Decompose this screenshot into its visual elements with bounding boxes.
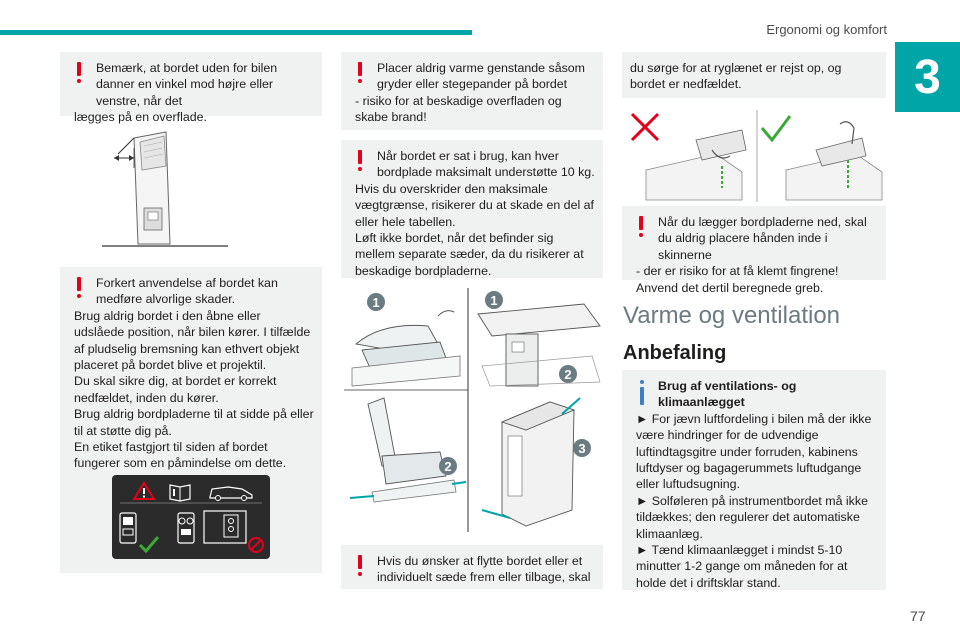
svg-text:1: 1 — [490, 293, 498, 308]
step-badge — [367, 293, 385, 311]
step-badge — [573, 439, 591, 457]
page-number: 77 — [910, 608, 926, 624]
page-header-title: Ergonomi og komfort — [766, 22, 887, 37]
warning-note-table-angle: Bemærk, at bordet uden for bilen danner en vinkel mod højre eller venstre, når det lægges på en overflade. — [60, 52, 322, 116]
warning-icon — [75, 62, 83, 84]
table-angle-illustration — [100, 126, 230, 250]
warning-note-improper-use: Forkert anvendelse af bordet kan medføre alvorlige skader. Brug aldrig bordet i den åbne eller udslåede position, når bilen kører. I tilfælde af pludselig bremsning kan ethvert objekt placeret på bordet blive et projektil. Du skal sikre dig, at bordet er korrekt nedfældet, inden du kører. Brug aldrig bordpladerne til at sidde på eller til at støtte dig på. En etiket fastgjort til siden af bordet fungerer som en påmindelse om dette. — [60, 267, 322, 573]
header-rule — [0, 30, 472, 35]
info-icon — [638, 380, 646, 406]
svg-text:3: 3 — [578, 441, 586, 456]
step-badge — [439, 457, 457, 475]
svg-text:2: 2 — [564, 367, 572, 382]
warning-note-pinch: Når du lægger bordpladerne ned, skal du aldrig placere hånden inde i skinnerne - der er risiko for at få klemt fingrene! Anvend det dertil beregnede greb. — [622, 206, 886, 280]
step-badge — [485, 291, 503, 309]
fold-correct-incorrect-illustration — [626, 110, 888, 204]
warning-icon — [356, 150, 364, 172]
warning-icon — [75, 277, 83, 299]
section-title: Varme og ventilation — [623, 302, 841, 329]
svg-text:2: 2 — [444, 459, 452, 474]
warning-icon — [356, 62, 364, 84]
svg-text:1: 1 — [372, 295, 380, 310]
warning-icon — [356, 555, 364, 577]
correct-check-icon — [762, 116, 790, 140]
subsection-title: Anbefaling — [623, 342, 727, 364]
warning-note-move-seat: Hvis du ønsker at flytte bordet eller et individuelt sæde frem eller tilbage, skal — [341, 545, 603, 589]
warning-icon — [637, 216, 645, 238]
warning-note-continued: du sørge for at ryglænet er rejst op, og bordet er nedfældet. — [622, 52, 886, 98]
safety-label-image — [112, 475, 270, 559]
step-badge — [559, 365, 577, 383]
warning-note-hot-items: Placer aldrig varme genstande såsom gryder eller stegepander på bordet - risiko for at beskadige overfladen og skabe brand! — [341, 52, 603, 130]
warning-note-max-load: Når bordet er sat i brug, kan hver bordplade maksimalt understøtte 10 kg. Hvis du overskrider den maksimale vægtgrænse, risikerer du at skade en del af eller hele tabellen. Løft ikke bordet, når det befinder sig mellem separate sæder, da du risikerer at beskadige bordpladerne. — [341, 140, 603, 278]
chapter-tab: 3 — [895, 42, 960, 112]
incorrect-cross-icon — [632, 114, 658, 140]
info-note-ventilation: Brug af ventilations- og klimaanlægget ► For jævn luftfordeling i bilen må der ikke være hindringer for de udvendige luftindtagsgitre under forruden, kabinens luftdyser og bagagerummets luftudgange eller luftudsugning. ► Solføleren på instrumentbordet må ikke tildækkes; den regulerer det automatiske klimaanlæg. ► Tænd klimaanlægget i mindst 5-10 minutter 1-2 gange om måneden for at holde det i driftsklar stand. — [622, 370, 886, 590]
table-seat-steps-illustration — [342, 286, 604, 536]
